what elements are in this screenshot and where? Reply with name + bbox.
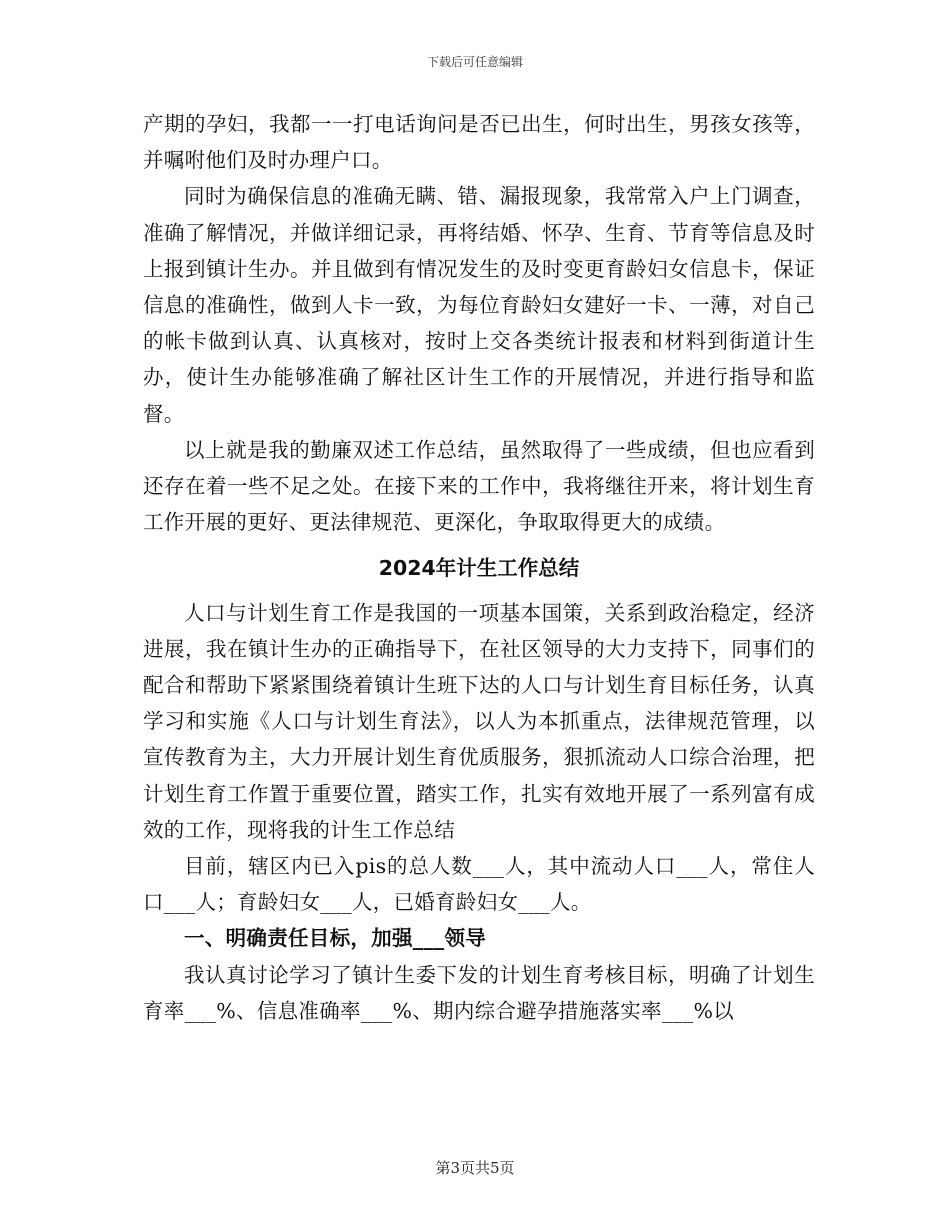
paragraph: 我认真讨论学习了镇计生委下发的计划生育考核目标，明确了计划生育率___%、信息准确率___%、期内综合避孕措施落实率___%以 [143,962,815,1023]
page-footer: 第3页共5页 [435,1159,515,1177]
paragraph: 产期的孕妇，我都一一打电话询问是否已出生，何时出生，男孩女孩等，并嘱咐他们及时办理户口。 [143,112,815,173]
page-header: 下载后可任意编辑 [426,55,523,69]
paragraph: 同时为确保信息的准确无瞒、错、漏报现象，我常常入户上门调查，准确了解情况，并做详细记录，再将结婚、怀孕、生育、节育等信息及时上报到镇计生办。并且做到有情况发生的及时变更育龄妇女信息卡，保证信息的准确性，做到人卡一致，为每位育龄妇女建好一卡、一薄，对自己的帐卡做到认真、认真核对，按时上交各类统计报表和材料到街道计生办，使计生办能够准确了解社区计生工作的开展情况，并进行指导和监督。 [143,184,815,426]
paragraph: 以上就是我的勤廉双述工作总结，虽然取得了一些成绩，但也应看到还存在着一些不足之处。在接下来的工作中，我将继往开来，将计划生育工作开展的更好、更法律规范、更深化，争取取得更大的成绩。 [143,437,815,535]
paragraph: 人口与计划生育工作是我国的一项基本国策，关系到政治稳定，经济进展，我在镇计生办的正确指导下，在社区领导的大力支持下，同事们的配合和帮助下紧紧围绕着镇计生班下达的人口与计划生育目标任务，认真学习和实施《人口与计划生育法》，以人为本抓重点，法律规范管理，以宣传教育为主，大力开展计划生育优质服务，狠抓流动人口综合治理，把计划生育工作置于重要位置，踏实工作，扎实有效地开展了一系列富有成效的工作，现将我的计生工作总结 [143,600,815,842]
section-heading: 一、明确责任目标，加强___领导 [184,926,487,951]
document-title: 2024年计生工作总结 [378,556,580,581]
document-body [143,106,815,1029]
paragraph: 目前，辖区内已入pis的总人数___人，其中流动人口___人，常住人口___人；育龄妇女___人，已婚育龄妇女___人。 [143,854,815,915]
